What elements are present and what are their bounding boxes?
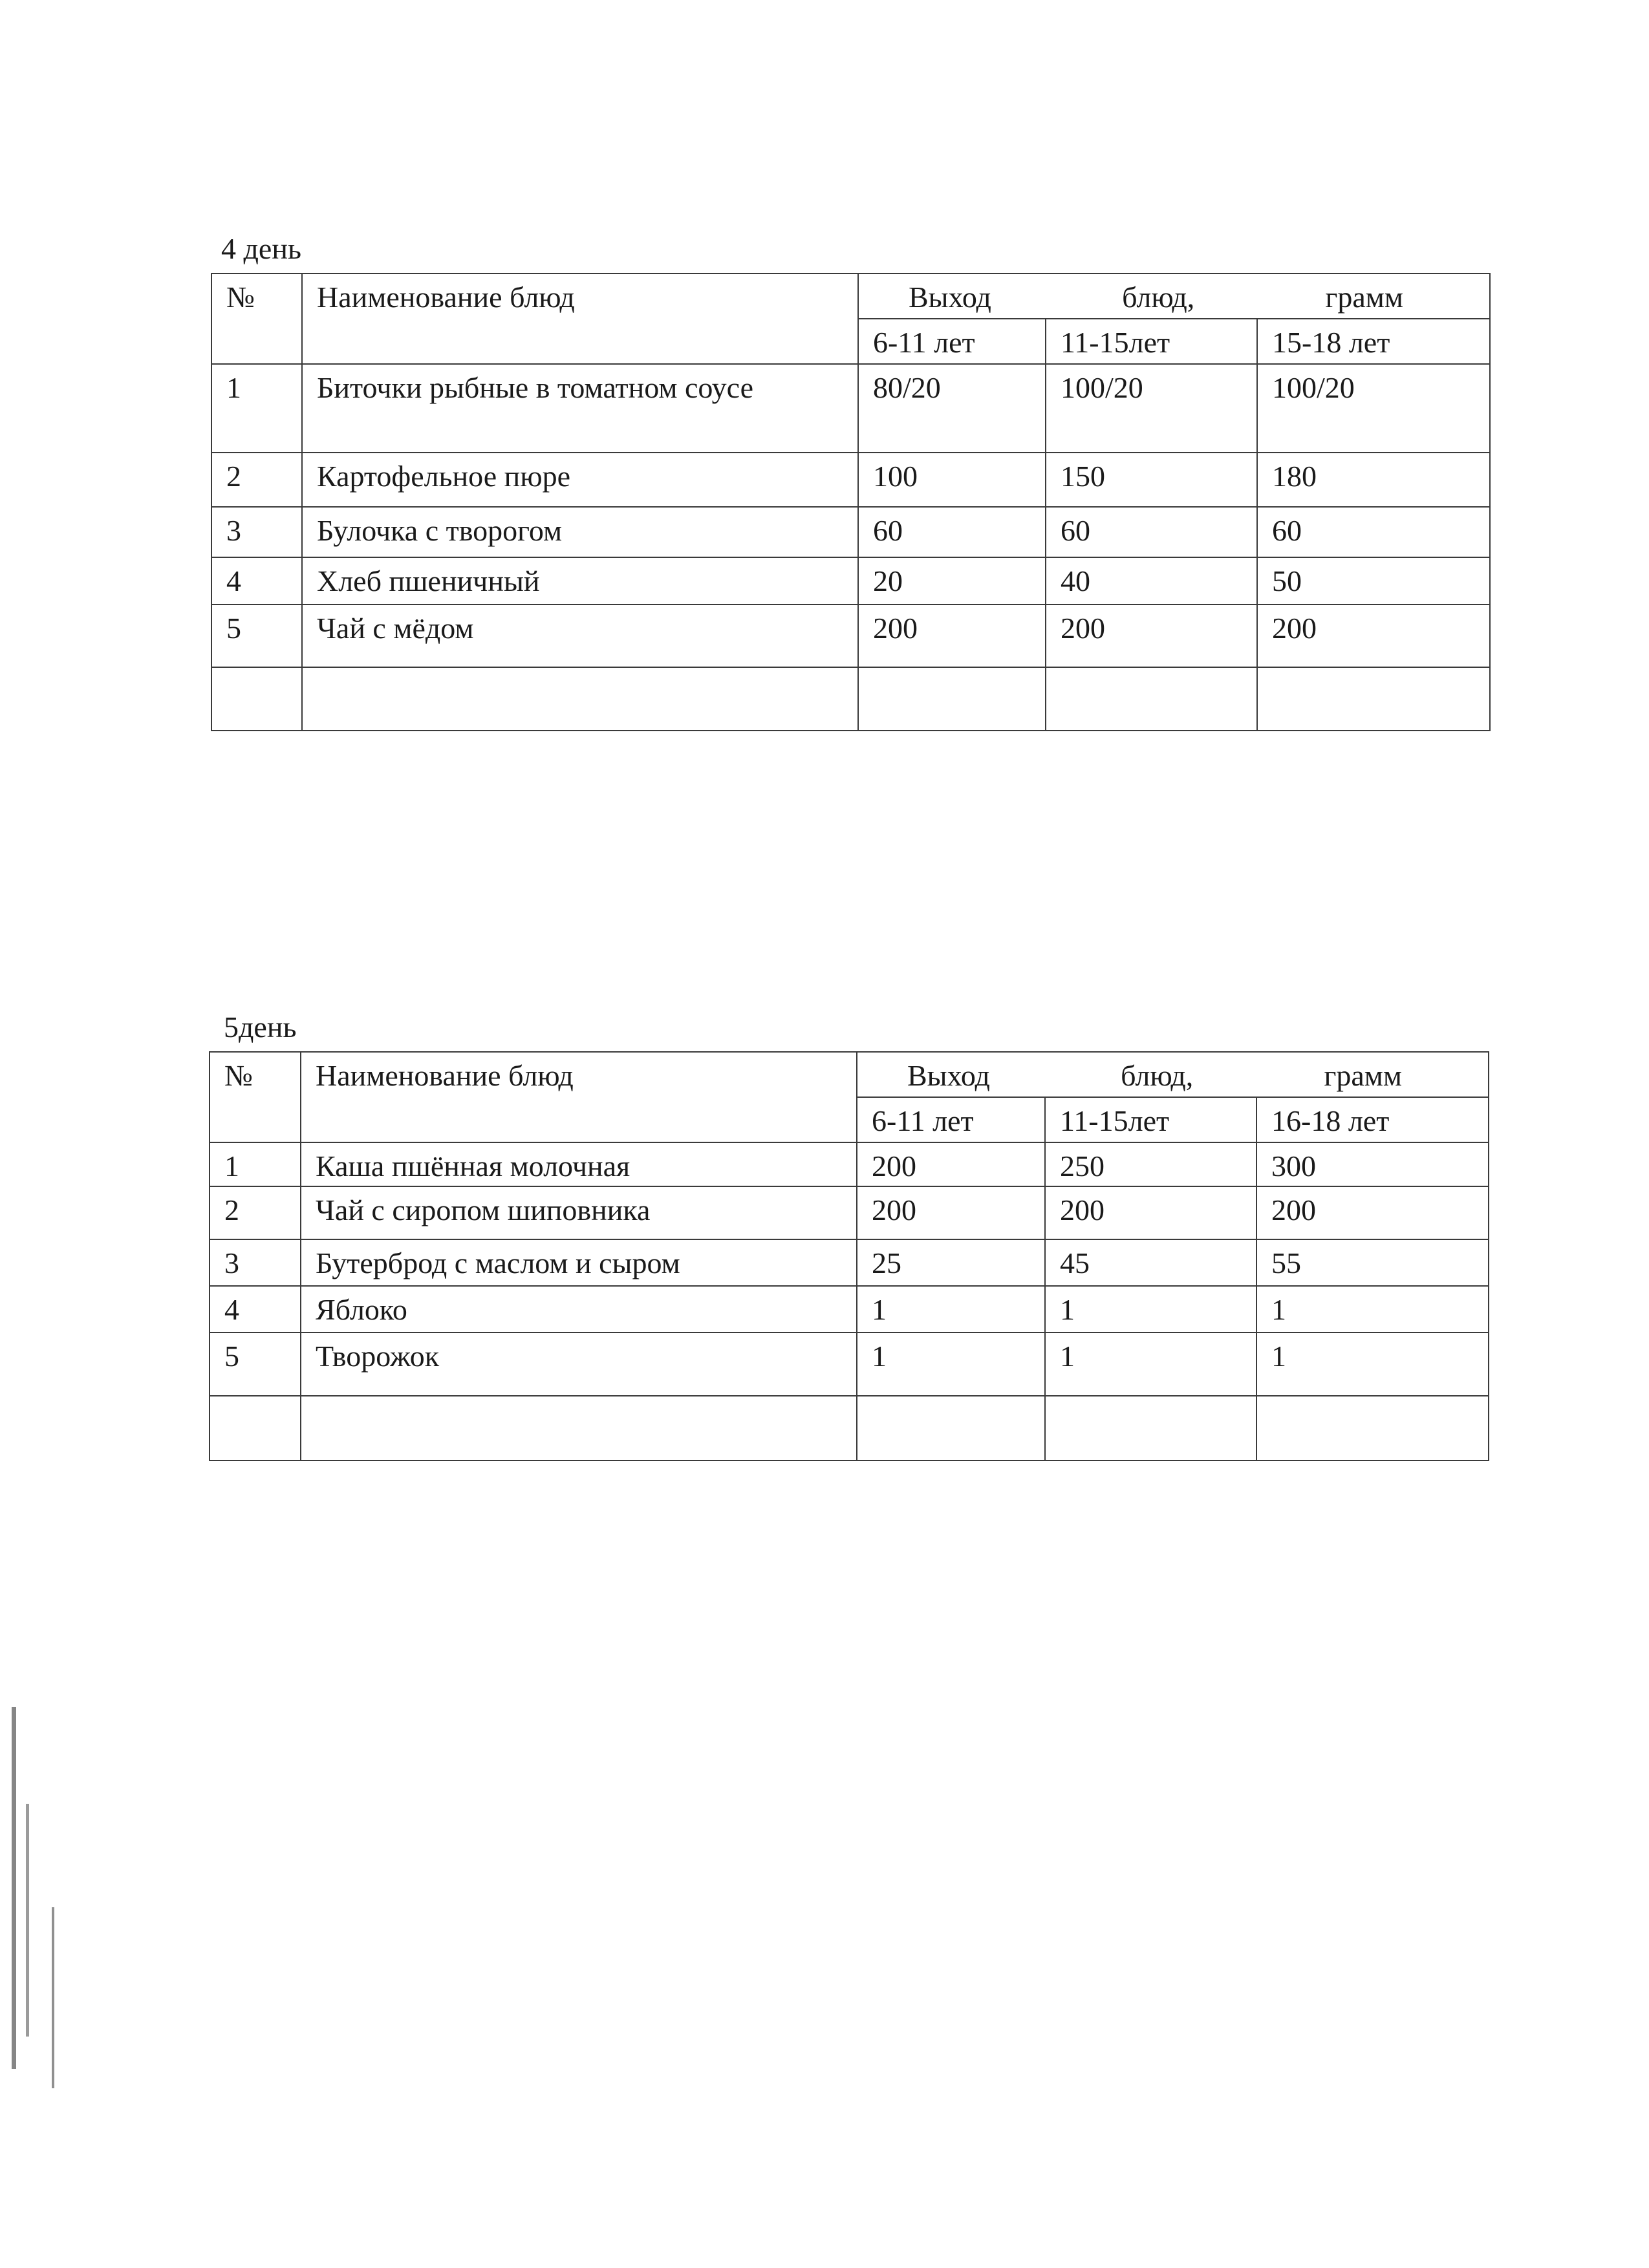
row-num: 1 xyxy=(211,364,302,453)
row-num: 5 xyxy=(211,604,302,667)
scan-artifact-left-edge xyxy=(52,1907,54,2088)
table-row xyxy=(210,1186,1489,1239)
row-num: 1 xyxy=(210,1142,301,1186)
empty-cell xyxy=(1045,1396,1256,1460)
header-output-word: блюд, xyxy=(1122,281,1195,314)
header-output-word: Выход xyxy=(907,1059,990,1092)
dish-output: 45 xyxy=(1045,1239,1256,1286)
day-4-title: 4 день xyxy=(221,232,301,265)
empty-cell xyxy=(1046,667,1257,731)
dish-output: 80/20 xyxy=(858,364,1046,453)
row-num: 2 xyxy=(210,1186,301,1239)
table-row-empty xyxy=(211,667,1490,731)
table-row xyxy=(211,364,1490,453)
empty-cell xyxy=(857,1396,1045,1460)
table-row xyxy=(211,453,1490,507)
dish-name: Каша пшённая молочная xyxy=(301,1142,857,1186)
header-num: № xyxy=(210,1052,301,1142)
header-num: № xyxy=(211,273,302,364)
header-output xyxy=(858,273,1490,319)
row-num: 2 xyxy=(211,453,302,507)
dish-output: 1 xyxy=(1256,1332,1489,1396)
dish-name: Булочка с творогом xyxy=(302,507,858,557)
dish-output: 200 xyxy=(1256,1186,1489,1239)
dish-output: 100/20 xyxy=(1257,364,1490,453)
header-output-word: блюд, xyxy=(1121,1059,1194,1092)
empty-cell xyxy=(302,667,858,731)
table-row xyxy=(211,507,1490,557)
day-5-menu-table xyxy=(209,1051,1489,1461)
dish-name: Бутерброд с маслом и сыром xyxy=(301,1239,857,1286)
dish-output: 150 xyxy=(1046,453,1257,507)
dish-output: 300 xyxy=(1256,1142,1489,1186)
row-num: 3 xyxy=(210,1239,301,1286)
dish-name: Чай с сиропом шиповника xyxy=(301,1186,857,1239)
row-num: 3 xyxy=(211,507,302,557)
header-dish-name: Наименование блюд xyxy=(302,273,858,364)
dish-output: 100 xyxy=(858,453,1046,507)
dish-name: Картофельное пюре xyxy=(302,453,858,507)
header-output-word: Выход xyxy=(909,281,991,314)
day-5-title: 5день xyxy=(224,1011,297,1043)
empty-cell xyxy=(211,667,302,731)
empty-cell xyxy=(858,667,1046,731)
dish-name: Творожок xyxy=(301,1332,857,1396)
dish-output: 60 xyxy=(858,507,1046,557)
dish-output: 200 xyxy=(1045,1186,1256,1239)
table-row xyxy=(210,1142,1489,1186)
dish-output: 180 xyxy=(1257,453,1490,507)
dish-output: 50 xyxy=(1257,557,1490,604)
table-row xyxy=(210,1332,1489,1396)
header-age: 16-18 лет xyxy=(1256,1097,1489,1142)
dish-output: 1 xyxy=(1045,1286,1256,1332)
table-row xyxy=(211,557,1490,604)
header-dish-name: Наименование блюд xyxy=(301,1052,857,1142)
day-4-menu-table xyxy=(211,273,1491,731)
row-num: 5 xyxy=(210,1332,301,1396)
scan-artifact-left-edge xyxy=(26,1804,29,2037)
header-age: 15-18 лет xyxy=(1257,319,1490,364)
header-age: 6-11 лет xyxy=(858,319,1046,364)
dish-output: 55 xyxy=(1256,1239,1489,1286)
table-row xyxy=(210,1286,1489,1332)
header-age: 11-15лет xyxy=(1045,1097,1256,1142)
dish-output: 200 xyxy=(857,1142,1045,1186)
dish-output: 100/20 xyxy=(1046,364,1257,453)
row-num: 4 xyxy=(211,557,302,604)
dish-output: 200 xyxy=(1257,604,1490,667)
table-row-empty xyxy=(210,1396,1489,1460)
scan-artifact-left-edge xyxy=(12,1707,16,2069)
dish-output: 20 xyxy=(858,557,1046,604)
header-age: 6-11 лет xyxy=(857,1097,1045,1142)
dish-output: 60 xyxy=(1257,507,1490,557)
dish-output: 60 xyxy=(1046,507,1257,557)
header-output-word: грамм xyxy=(1325,281,1403,314)
table-row xyxy=(210,1239,1489,1286)
dish-output: 25 xyxy=(857,1239,1045,1286)
row-num: 4 xyxy=(210,1286,301,1332)
dish-output: 40 xyxy=(1046,557,1257,604)
dish-name: Биточки рыбные в томатном соусе xyxy=(302,364,858,453)
empty-cell xyxy=(1257,667,1490,731)
dish-output: 1 xyxy=(1256,1286,1489,1332)
dish-output: 200 xyxy=(857,1186,1045,1239)
dish-output: 250 xyxy=(1045,1142,1256,1186)
header-output-word: грамм xyxy=(1324,1059,1402,1092)
dish-output: 200 xyxy=(858,604,1046,667)
empty-cell xyxy=(1256,1396,1489,1460)
header-output xyxy=(857,1052,1489,1097)
empty-cell xyxy=(301,1396,857,1460)
dish-name: Чай с мёдом xyxy=(302,604,858,667)
header-age: 11-15лет xyxy=(1046,319,1257,364)
dish-name: Хлеб пшеничный xyxy=(302,557,858,604)
dish-output: 1 xyxy=(1045,1332,1256,1396)
dish-output: 1 xyxy=(857,1332,1045,1396)
table-row xyxy=(211,604,1490,667)
dish-output: 200 xyxy=(1046,604,1257,667)
dish-name: Яблоко xyxy=(301,1286,857,1332)
empty-cell xyxy=(210,1396,301,1460)
dish-output: 1 xyxy=(857,1286,1045,1332)
